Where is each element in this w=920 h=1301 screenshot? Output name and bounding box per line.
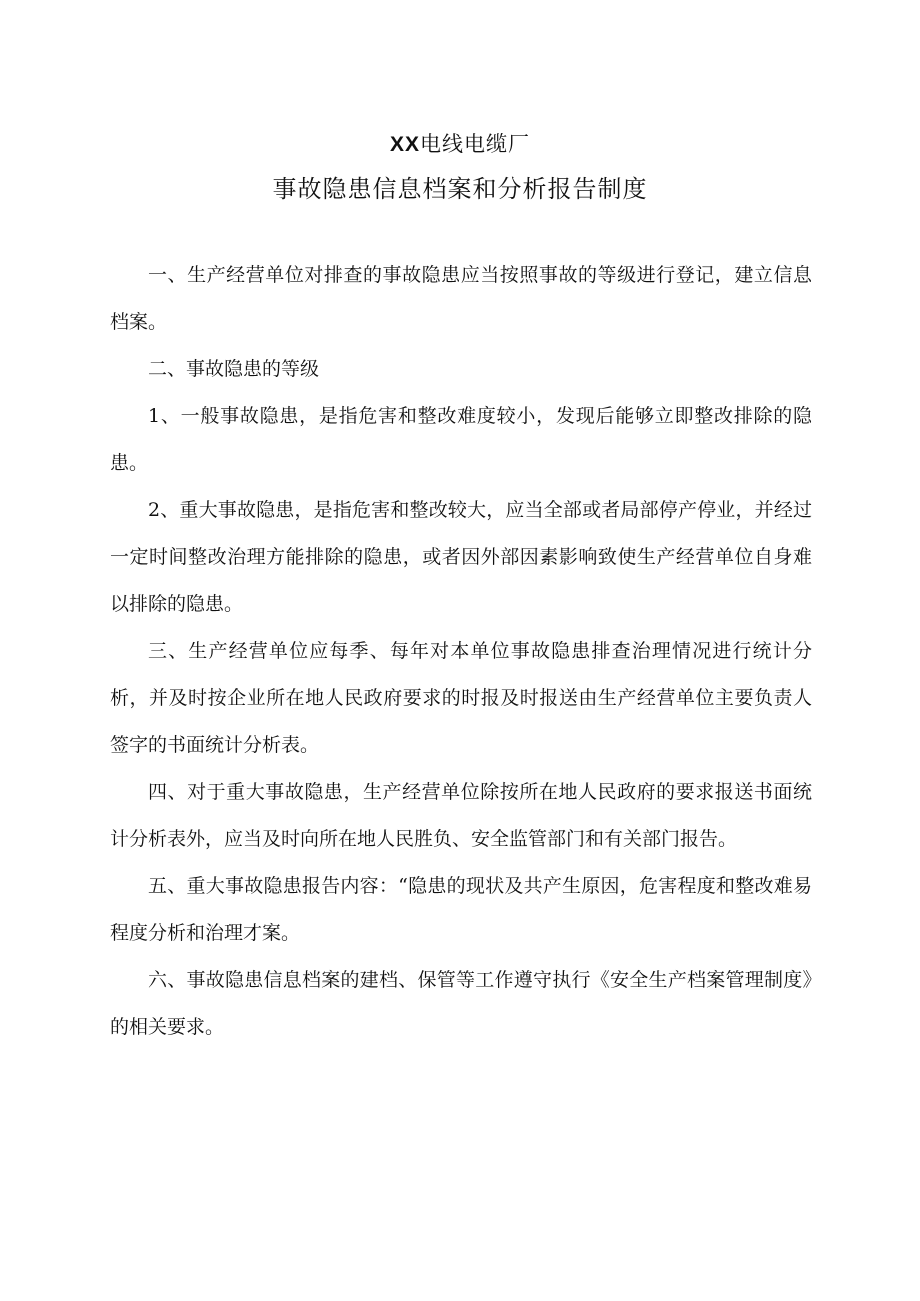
paragraph-6: 四、对于重大事故隐患，生产经营单位除按所在地人民政府的要求报送书面统计分析表外，应当及时向所在地人民胜负、安全监管部门和有关部门报告。 xyxy=(110,781,812,850)
document-title: 事故隐患信息档案和分析报告制度 xyxy=(272,175,648,203)
company-name-rest: 电线电缆厂 xyxy=(420,132,530,156)
paragraph-7: 五、重大事故隐患报告内容：“隐患的现状及共产生原因，危害程度和整改难易程度分析和治理才案。 xyxy=(110,875,812,944)
paragraph-4: 2、重大事故隐患，是指危害和整改较大，应当全部或者局部停产停业，并经过一定时间整改治理方能排除的隐患，或者因外部因素影响致使生产经营单位自身难以排除的隐患。 xyxy=(110,499,812,615)
paragraph-5: 三、生产经营单位应每季、每年对本单位事故隐患排查治理情况进行统计分析，并及时按企业所在地人民政府要求的时报及时报送由生产经营单位主要负责人签字的书面统计分析表。 xyxy=(110,640,812,756)
paragraph-3: 1、一般事故隐患，是指危害和整改难度较小，发现后能够立即整改排除的隐患。 xyxy=(110,405,812,474)
paragraph-8: 六、事故隐患信息档案的建档、保管等工作遵守执行《安全生产档案管理制度》的相关要求。 xyxy=(110,969,812,1038)
document-body xyxy=(110,252,812,1051)
company-name xyxy=(0,122,920,167)
title-block xyxy=(0,122,920,211)
paragraph-2: 二、事故隐患的等级 xyxy=(148,358,320,380)
company-name-prefix: XX xyxy=(389,133,420,156)
paragraph-1: 一、生产经营单位对排查的事故隐患应当按照事故的等级进行登记，建立信息档案。 xyxy=(110,264,812,333)
